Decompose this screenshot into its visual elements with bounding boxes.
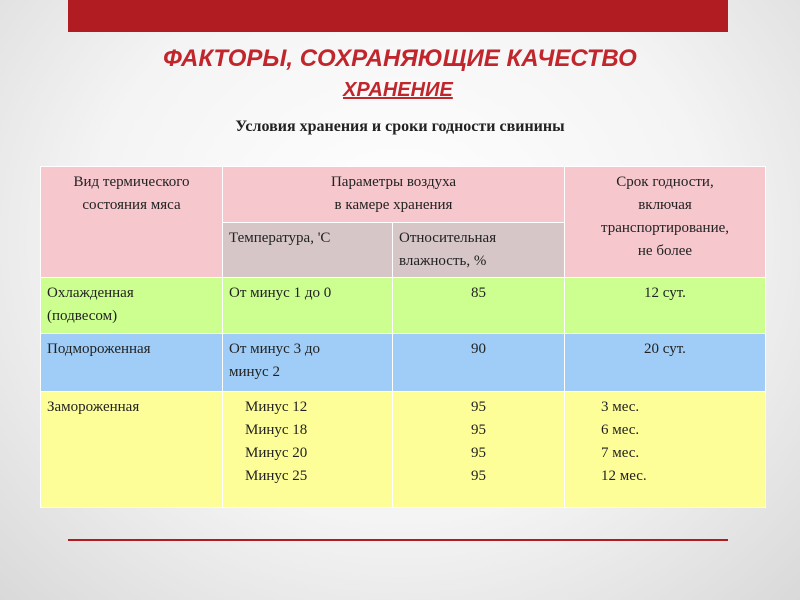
table-caption: Условия хранения и сроки годности свинины [235,118,565,135]
cell-meat-state: Замороженная [41,392,223,508]
header-shelf-life: Срок годности, включая транспортирование, не более [565,167,766,278]
table-row [41,334,766,392]
storage-table-container [40,166,765,502]
top-accent-bar [68,0,728,32]
cell-temperature: От минус 3 до минус 2 [223,334,393,392]
slide-title: ФАКТОРЫ, СОХРАНЯЮЩИЕ КАЧЕСТВО [163,45,637,72]
bottom-accent-line [68,539,728,541]
cell-meat-state: Подмороженная [41,334,223,392]
storage-table [40,166,766,508]
header-temperature: Температура, 'С [223,223,393,278]
cell-humidity: 85 [393,278,565,334]
table-row [41,278,766,334]
cell-meat-state: Охлажденная (подвесом) [41,278,223,334]
slide-subtitle: ХРАНЕНИЕ [343,79,453,101]
cell-shelf-life: 3 мес. 6 мес. 7 мес. 12 мес. [565,392,766,508]
cell-shelf-life: 12 сут. [565,278,766,334]
header-air-params: Параметры воздуха в камере хранения [223,167,565,223]
table-row [41,392,766,508]
cell-humidity: 90 [393,334,565,392]
cell-humidity: 95 95 95 95 [393,392,565,508]
cell-shelf-life: 20 сут. [565,334,766,392]
cell-temperature: Минус 12 Минус 18 Минус 20 Минус 25 [223,392,393,508]
cell-temperature: От минус 1 до 0 [223,278,393,334]
header-humidity: Относительная влажность, % [393,223,565,278]
header-meat-state: Вид термического состояния мяса [41,167,223,278]
